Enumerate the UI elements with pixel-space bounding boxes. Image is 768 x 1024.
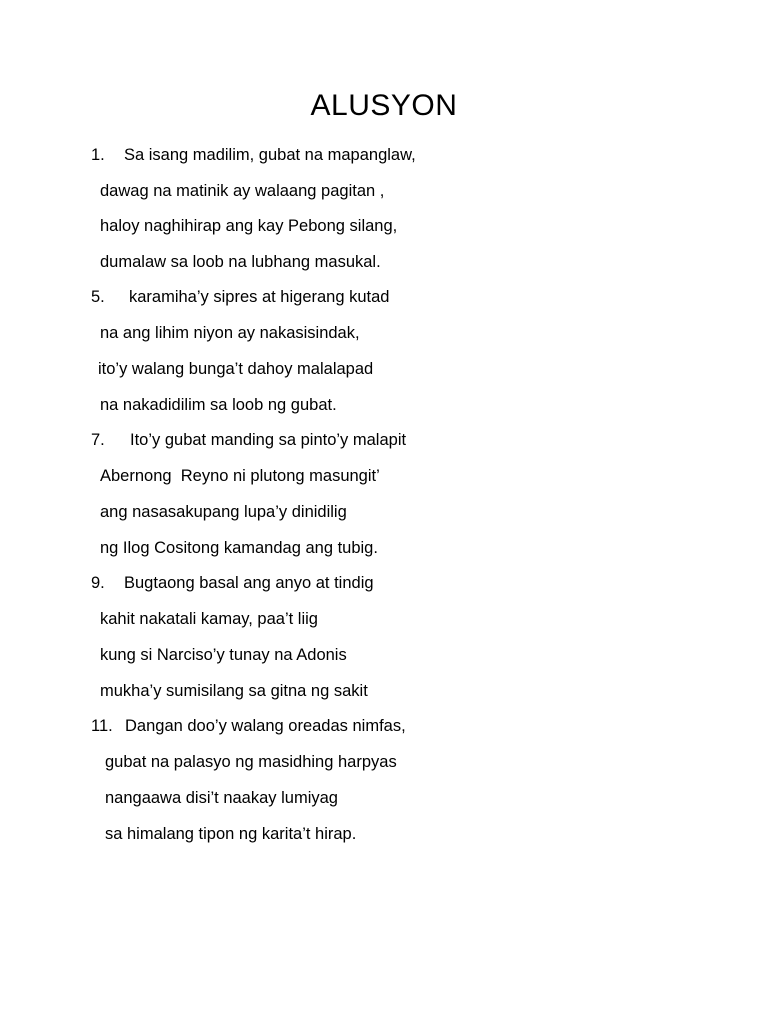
verse-line: sa himalang tipon ng karita’t hirap. (105, 825, 357, 843)
verse-line: Sa isang madilim, gubat na mapanglaw, (124, 146, 416, 164)
verse-line: ito’y walang bunga’t dahoy malalapad (98, 360, 374, 378)
stanza-number: 9. (91, 574, 105, 592)
verse-line: ang nasasakupang lupa’y dinidilig (100, 503, 347, 521)
verse-line: nangaawa disi’t naakay lumiyag (105, 789, 338, 807)
verse-line: gubat na palasyo ng masidhing harpyas (105, 753, 397, 771)
stanza-number: 1. (91, 146, 105, 164)
verse-line: na ang lihim niyon ay nakasisindak, (100, 324, 360, 342)
verse-line: Ito’y gubat manding sa pinto’y malapit (130, 431, 407, 449)
verse-line: Bugtaong basal ang anyo at tindig (124, 574, 374, 592)
verse-line: mukha’y sumisilang sa gitna ng sakit (100, 682, 368, 700)
stanza-number: 5. (91, 288, 105, 306)
page-title: ALUSYON (310, 89, 458, 122)
verse-line: Abernong Reyno ni plutong masungit’ (100, 467, 380, 485)
verse-line: karamiha’y sipres at higerang kutad (129, 288, 390, 306)
verse-line: na nakadidilim sa loob ng gubat. (100, 396, 337, 414)
stanza-number: 11. (91, 717, 113, 735)
verse-line: ng Ilog Cositong kamandag ang tubig. (100, 539, 378, 557)
verse-line: kung si Narciso’y tunay na Adonis (100, 646, 347, 664)
verse-line: kahit nakatali kamay, paa’t liig (100, 610, 318, 628)
verse-line: haloy naghihirap ang kay Pebong silang, (100, 217, 398, 235)
verse-line: dumalaw sa loob na lubhang masukal. (100, 253, 381, 271)
verse-line: dawag na matinik ay walaang pagitan , (100, 182, 385, 200)
verse-line: Dangan doo’y walang oreadas nimfas, (125, 717, 406, 735)
stanza-number: 7. (91, 431, 105, 449)
